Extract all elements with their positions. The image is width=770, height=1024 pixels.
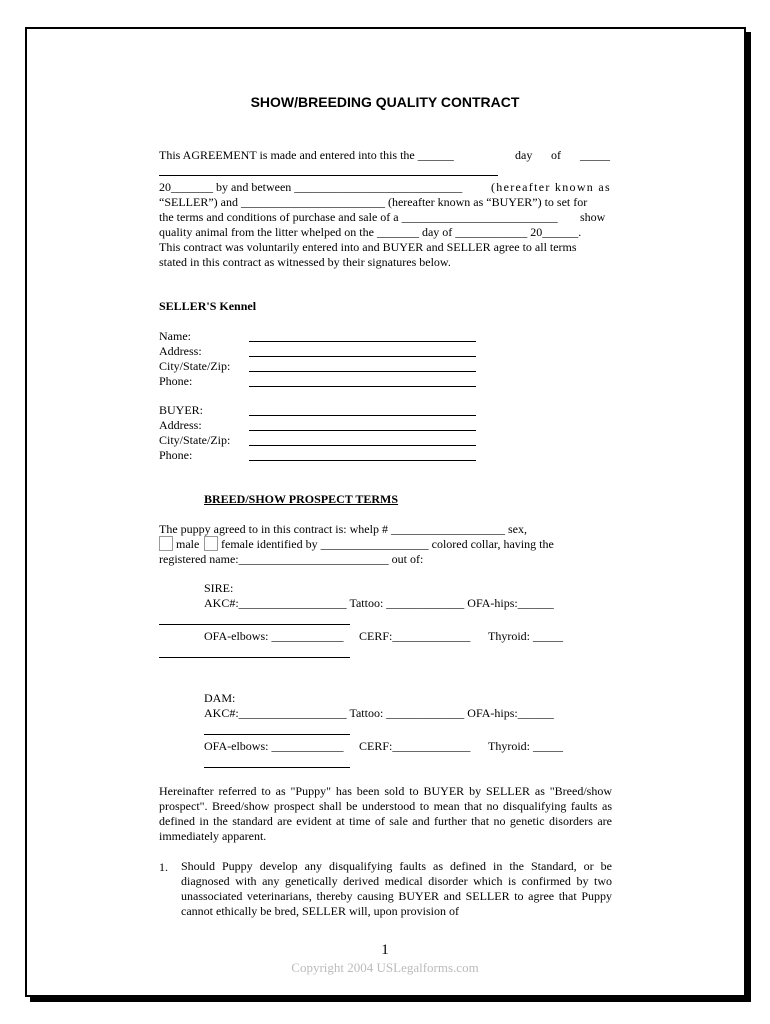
agreement-line-6: quality animal from the litter whelped on the _______ day of ____________ 20______. bbox=[159, 225, 582, 239]
seller-phone-label: Phone: bbox=[159, 374, 193, 388]
buyer-city-label: City/State/Zip: bbox=[159, 433, 231, 447]
sire-row-1: AKC#:__________________ Tattoo: _____________ OFA-hips:______ bbox=[204, 596, 554, 610]
agreement-line-3b: (hereafter known as bbox=[491, 180, 611, 194]
seller-city-field[interactable] bbox=[249, 371, 476, 372]
document-title: SHOW/BREEDING QUALITY CONTRACT bbox=[250, 94, 520, 110]
buyer-phone-field[interactable] bbox=[249, 460, 476, 461]
agreement-line-1a: This AGREEMENT is made and entered into this the ______ bbox=[159, 148, 454, 162]
seller-address-field[interactable] bbox=[249, 356, 476, 357]
hereinafter-paragraph: Hereinafter referred to as "Puppy" has been sold to BUYER by SELLER as "Breed/show prospect". Breed/show prospect shall be understood to mean that no disqualifying faults as defined in the standard are evident at time of sale and further that no genetic disorders are immediately apparent. bbox=[159, 784, 612, 843]
dam-thyroid: Thyroid: _____ bbox=[488, 739, 563, 753]
sire-label: SIRE: bbox=[204, 581, 234, 595]
item-1-number: 1. bbox=[159, 860, 168, 874]
agreement-line-1d: _____ bbox=[580, 148, 610, 162]
dam-elbows: OFA-elbows: ____________ bbox=[204, 739, 344, 753]
agreement-blank-line bbox=[159, 175, 498, 176]
agreement-line-5b: show bbox=[580, 210, 606, 224]
buyer-address-label: Address: bbox=[159, 418, 202, 432]
sire-thyroid: Thyroid: _____ bbox=[488, 629, 563, 643]
buyer-label: BUYER: bbox=[159, 403, 204, 417]
dam-blank-2 bbox=[204, 767, 350, 768]
sire-elbows: OFA-elbows: ____________ bbox=[204, 629, 344, 643]
copyright-footer: Copyright 2004 USLegalforms.com bbox=[291, 960, 479, 975]
agreement-line-7: This contract was voluntarily entered into and BUYER and SELLER agree to all terms bbox=[159, 240, 577, 254]
buyer-address-field[interactable] bbox=[249, 430, 476, 431]
agreement-line-3a: 20_______ by and between ____________________________ bbox=[159, 180, 463, 194]
male-label: male bbox=[176, 537, 200, 551]
dam-label: DAM: bbox=[204, 691, 236, 705]
sire-cerf: CERF:_____________ bbox=[359, 629, 471, 643]
seller-city-label: City/State/Zip: bbox=[159, 359, 231, 373]
dam-row-1: AKC#:__________________ Tattoo: _____________ OFA-hips:______ bbox=[204, 706, 554, 720]
sire-blank-1 bbox=[159, 624, 350, 625]
seller-name-field[interactable] bbox=[249, 341, 476, 342]
agreement-line-4: “SELLER”) and ________________________ (hereafter known as “BUYER”) to set for bbox=[159, 195, 588, 209]
male-checkbox[interactable] bbox=[159, 536, 173, 551]
item-1-text: Should Puppy develop any disqualifying faults as defined in the Standard, or be diagnosed with any genetically derived medical disorder which is confirmed by two unassociated veterinarians, thereby causing BUYER and SELLER to agree that Puppy cannot ethically be bred, SELLER will, upon provision of bbox=[181, 859, 612, 918]
terms-line-1: The puppy agreed to in this contract is: whelp # ___________________ sex, bbox=[159, 522, 527, 536]
terms-line-3: registered name:_________________________ out of: bbox=[159, 552, 424, 566]
agreement-line-8: stated in this contract as witnessed by their signatures below. bbox=[159, 255, 451, 269]
sire-blank-2 bbox=[159, 657, 350, 658]
seller-address-label: Address: bbox=[159, 344, 202, 358]
seller-name-label: Name: bbox=[159, 329, 191, 343]
female-checkbox[interactable] bbox=[204, 536, 218, 551]
page-number: 1 bbox=[381, 942, 389, 958]
seller-phone-field[interactable] bbox=[249, 386, 476, 387]
buyer-phone-label: Phone: bbox=[159, 448, 193, 462]
buyer-name-field[interactable] bbox=[249, 415, 476, 416]
agreement-line-1b: day bbox=[515, 148, 533, 162]
agreement-line-1c: of bbox=[551, 148, 561, 162]
terms-line-2: female identified by __________________ colored collar, having the bbox=[221, 537, 554, 551]
terms-heading: BREED/SHOW PROSPECT TERMS bbox=[204, 492, 399, 506]
dam-blank-1 bbox=[204, 734, 350, 735]
agreement-line-5a: the terms and conditions of purchase and sale of a __________________________ bbox=[159, 210, 558, 224]
seller-heading: SELLER'S Kennel bbox=[159, 299, 257, 313]
buyer-city-field[interactable] bbox=[249, 445, 476, 446]
dam-cerf: CERF:_____________ bbox=[359, 739, 471, 753]
page-border bbox=[25, 27, 746, 997]
